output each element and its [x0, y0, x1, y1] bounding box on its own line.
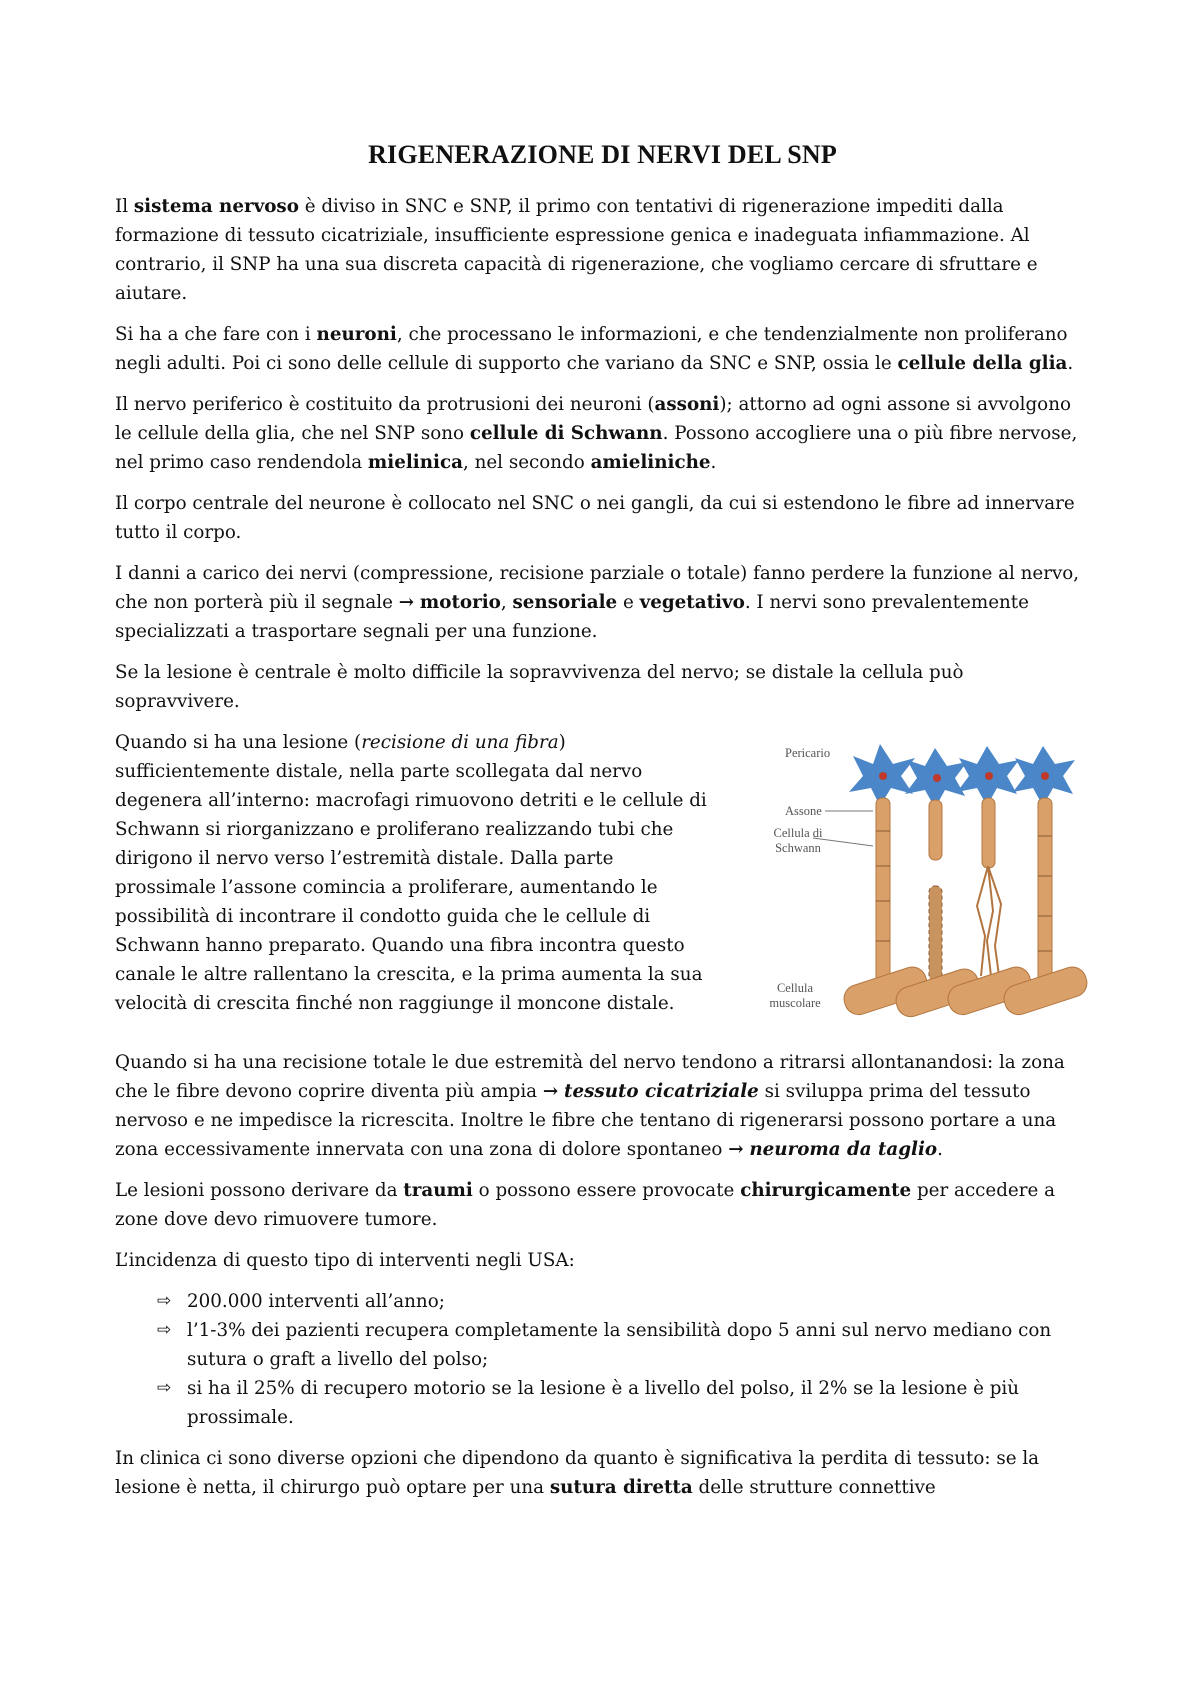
text: e	[617, 592, 640, 613]
text: ,	[500, 592, 513, 613]
label-line: Cellula di	[773, 826, 823, 840]
list-item	[157, 1316, 1090, 1374]
bold-term: assoni	[654, 394, 720, 415]
list-item-text: 200.000 interventi all’anno;	[187, 1291, 445, 1312]
bold-term: mielinica	[367, 452, 463, 473]
text: delle strutture connettive	[692, 1477, 936, 1498]
text: Le lesioni possono derivare da	[115, 1180, 404, 1201]
bold-term: sensoriale	[512, 592, 618, 613]
document-page	[115, 140, 1090, 1514]
text: , che processano le informazioni, e che tendenzialmente non proliferano negli adulti. Poi ci sono delle cellule di supporto che variano da SNC e SNP, ossia le	[115, 324, 1068, 374]
paragraph-lesione-centrale: Se la lesione è centrale è molto difficile la sopravvivenza del nervo; se distale la cellula può sopravvivere.	[115, 662, 964, 712]
label-line: Schwann	[775, 841, 821, 855]
text-with-figure	[115, 728, 1090, 1036]
bold-italic-term: neuroma da taglio	[749, 1139, 938, 1160]
label-assone: Assone	[785, 804, 822, 818]
bold-term: vegetativo	[639, 592, 745, 613]
text: Quando si ha una recisione totale le due estremità del nervo tendono a ritrarsi allontanandosi: la zona che le fibre devono coprire diventa più ampia	[115, 1052, 1065, 1102]
bold-term: cellule di Schwann	[469, 423, 663, 444]
text: , nel secondo	[462, 452, 591, 473]
arrow-bullet-icon: ⇨	[157, 1291, 172, 1311]
paragraph-incidenza: L’incidenza di questo tipo di interventi negli USA:	[115, 1250, 575, 1271]
text: o possono essere provocate	[472, 1180, 741, 1201]
bold-term: amieliniche	[590, 452, 711, 473]
page-title: RIGENERAZIONE DI NERVI DEL SNP	[368, 140, 837, 169]
statistics-list	[115, 1287, 1090, 1432]
italic-term: recisione di una fibra	[361, 732, 559, 753]
bold-term: chirurgicamente	[740, 1180, 912, 1201]
arrow-glyph: →	[728, 1139, 744, 1160]
bold-term: sutura diretta	[549, 1477, 693, 1498]
bold-term: sistema nervoso	[133, 196, 299, 217]
text: si sviluppa prima del tessuto nervoso e ne impedisce la ricrescita. Inoltre le fibre che tentano di rigenerarsi possono portare a una zona eccessivamente innervata con una zona di dolore spontaneo	[115, 1081, 1057, 1160]
list-item-text: si ha il 25% di recupero motorio se la lesione è a livello del polso, il 2% se la lesione è più prossimale.	[187, 1378, 1020, 1428]
nerve-regeneration-figure	[755, 736, 1090, 1036]
text: In clinica ci sono diverse opzioni che dipendono da quanto è significativa la perdita di tessuto: se la lesione è netta, il chirurgo può optare per una	[115, 1448, 1040, 1498]
text: . I nervi sono prevalentemente specializzati a trasportare segnali per una funzione.	[115, 592, 1029, 642]
paragraph-recisione-totale	[115, 1048, 1090, 1164]
paragraph-lesioni-origine	[115, 1176, 1090, 1234]
paragraph-corpo-centrale: Il corpo centrale del neurone è collocato nel SNC o nei gangli, da cui si estendono le fibre ad innervare tutto il corpo.	[115, 493, 1075, 543]
arrow-glyph: →	[398, 592, 415, 613]
label-line: Cellula	[776, 981, 814, 995]
text: Quando si ha una lesione (	[115, 732, 362, 753]
text: Si ha a che fare con i	[115, 324, 317, 345]
paragraph-danni	[115, 559, 1090, 646]
text: I danni a carico dei nervi (compressione, recisione parziale o totale) fanno perdere la funzione al nervo, che non porterà più il segnale	[115, 563, 1080, 613]
label-pericario: Pericario	[785, 746, 831, 760]
label-cellula-muscolare	[755, 981, 835, 1011]
text: è diviso in SNC e SNP, il primo con tentativi di rigenerazione impediti dalla formazione di tessuto cicatriziale, insufficiente espressione genica e inadeguata infiammazione. Al contrario, il SNP ha una sua discreta capacità di rigenerazione, che vogliamo cercare di sfruttare e aiutare.	[115, 196, 1038, 304]
paragraph-neuroni	[115, 320, 1090, 378]
paragraph-sistema-nervoso	[115, 192, 1090, 308]
paragraph-clinica	[115, 1444, 1090, 1502]
text: ); attorno ad ogni assone si avvolgono le cellule della glia, che nel SNP sono	[115, 394, 1071, 444]
bold-term: neuroni	[316, 324, 397, 345]
text: Il	[115, 196, 134, 217]
paragraph-nervo-periferico	[115, 390, 1090, 477]
bold-italic-term: tessuto cicatriziale	[564, 1081, 759, 1102]
list-item	[157, 1374, 1090, 1432]
paragraph-lesione-distale	[115, 728, 715, 1018]
list-item-text: l’1-3% dei pazienti recupera completamente la sensibilità dopo 5 anni sul nervo mediano con sutura o graft a livello del polso;	[187, 1320, 1052, 1370]
arrow-bullet-icon: ⇨	[157, 1320, 172, 1340]
text: .	[1067, 353, 1074, 374]
bold-term: motorio	[419, 592, 501, 613]
bold-term: cellule della glia	[897, 353, 1068, 374]
text: Il nervo periferico è costituito da protrusioni dei neuroni (	[115, 394, 655, 415]
text: per accedere a zone dove devo rimuovere tumore.	[115, 1180, 1056, 1230]
arrow-bullet-icon: ⇨	[157, 1378, 172, 1398]
text: .	[710, 452, 717, 473]
list-item	[157, 1287, 1090, 1316]
text: .	[937, 1139, 943, 1160]
label-cellula-schwann	[763, 826, 833, 856]
bold-term: traumi	[403, 1180, 473, 1201]
arrow-glyph: →	[542, 1081, 559, 1102]
label-line: muscolare	[769, 996, 821, 1010]
text: . Possono accogliere una o più fibre nervose, nel primo caso rendendola	[115, 423, 1078, 473]
text: ) sufficientemente distale, nella parte scollegata dal nervo degenera all’interno: macrofagi rimuovono detriti e le cellule di Schwann si riorganizzano e proliferano realizzando tubi che dirigono il nervo verso l’estremità distale. Dalla parte prossimale l’assone comincia a proliferare, aumentando le possibilità di incontrare il condotto guida che le cellule di Schwann hanno preparato. Quando una fibra incontra questo canale le altre rallentano la crescita, e la prima aumenta la sua velocità di crescita finché non raggiunge il moncone distale.	[115, 732, 707, 1014]
